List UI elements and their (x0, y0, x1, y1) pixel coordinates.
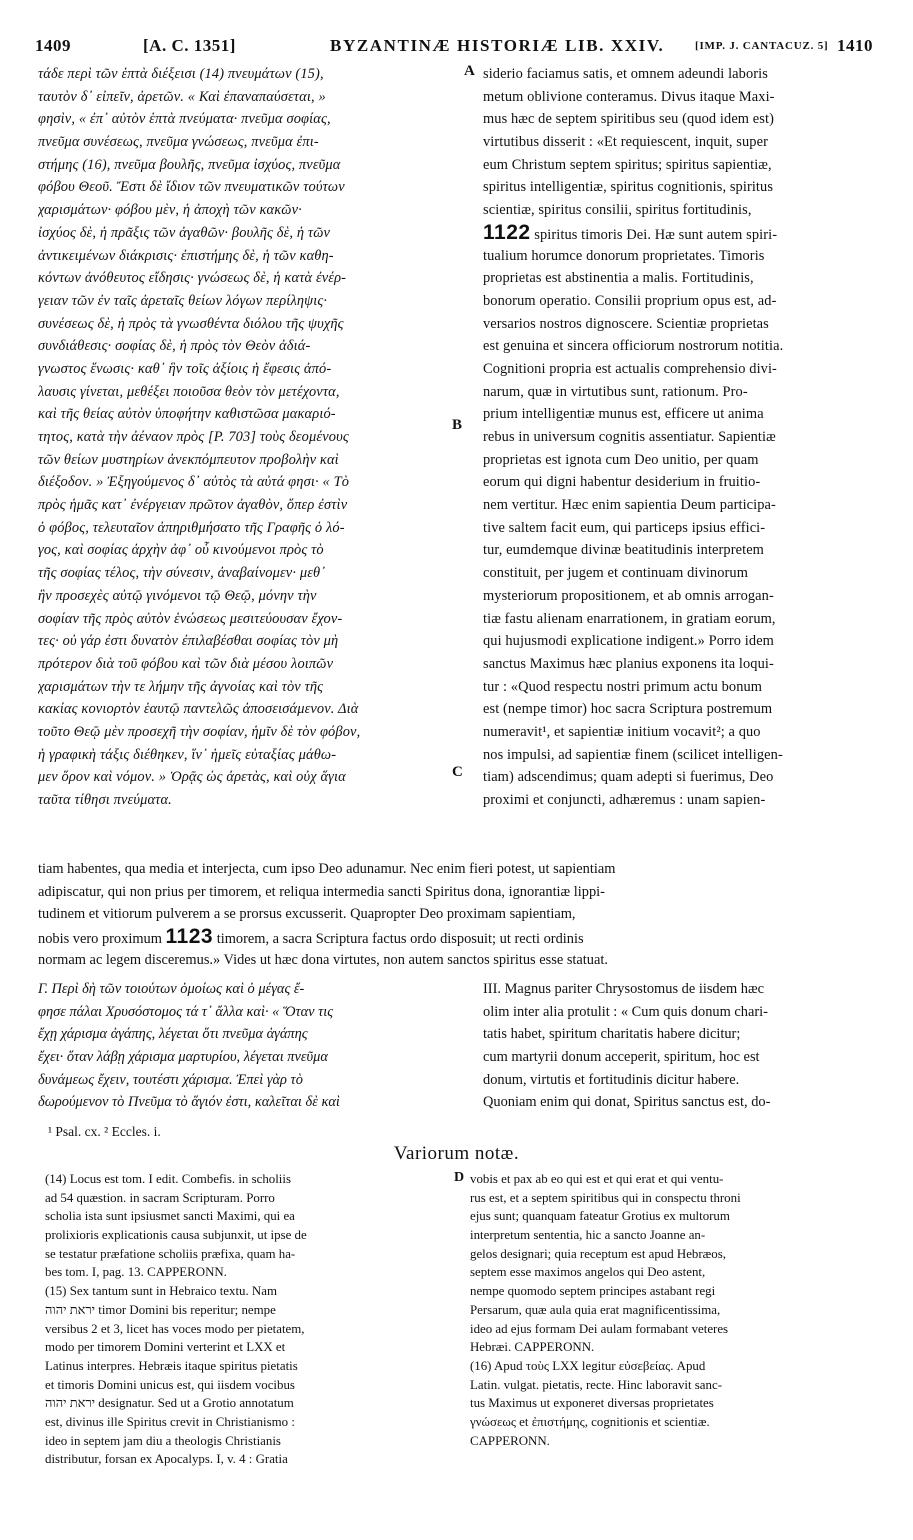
notes-left-column (45, 1170, 450, 1469)
text-line: est (nempe timor) hoc sacra Scriptura postremum (483, 701, 773, 718)
emperor-context: [IMP. J. CANTACUZ. 5] (695, 40, 829, 52)
text-line: χαρισμάτων τὴν τε λήμην τῆς ἀγνοίας καὶ τὸν τῆς (38, 678, 324, 695)
text-line: (16) Apud τοὺς LXX legitur εὐσεβείας. Apud (470, 1358, 706, 1373)
text-line: normam ac legem disceremus.» Vides ut hæc dona virtutes, non autem sanctos spiritus esse statuat. (38, 951, 608, 968)
text-line: tus Maximus ut exponeret diversas proprietates (470, 1396, 714, 1411)
text-line: nempe quomodo septem principes astabant regi (470, 1284, 716, 1299)
text-line: ταυτὸν δ᾽ εἰπεῖν, ἀρετῶν. « Καὶ ἐπαναπαύσεται, » (38, 88, 326, 105)
text-line: καὶ τῆς θείας αὐτὸν ὑποφήτην καθιστῶσα μακαριό- (38, 406, 336, 423)
text-line: numeravit¹, et sapientiæ initium vocavit²; a quo (483, 723, 761, 740)
text-line: δυνάμεως ἔχειν, τουτέστι χάρισμα. Ἐπεὶ γὰρ τὸ (38, 1071, 303, 1088)
text-line: nem vertitur. Hæc enim sapientia Deum participa- (483, 497, 776, 514)
text-line (38, 926, 881, 949)
text-line: interpretum sententia, hic a sancto Joanne an- (470, 1228, 706, 1243)
text-line: tatis habet, spiritum charitatis habere dicitur; (483, 1026, 741, 1043)
text-line: prium intelligentiæ munus est, efficere ut anima (483, 406, 764, 423)
text-line: χαρισμάτων· φόβου μὲν, ἡ ἀποχὴ τῶν κακῶν· (38, 202, 302, 219)
text-line: tiæ fastu alienam enarrationem, in gratiam eorum, (483, 610, 776, 627)
text-line: συνέσεως δὲ, ἡ πρὸς τὰ γνωσθέντα διόλου τῆς ψυχῆς (38, 315, 344, 332)
text-line: bes tom. I, pag. 13. CAPPERONN. (45, 1265, 227, 1280)
text-line: est genuina et sincera officiorum nostrorum notitia. (483, 338, 784, 355)
text-line: ejus sunt; quanquam fateatur Grotius ex multorum (470, 1209, 730, 1224)
text-line: ἰσχύος δὲ, ἡ πρᾶξις τῶν ἀγαθῶν· βουλῆς δὲ, ἡ τῶν (38, 224, 331, 241)
page-number-right: 1410 (837, 36, 873, 55)
text-line: ἀντικειμένων διάκρισις· ἐπιστήμης δὲ, ἡ τῶν καθη- (38, 247, 334, 264)
text-line: γνωστος ἕνωσις· καθ᾽ ἣν τοῖς ἀξίοις ἡ ἔφεσις ἀπό- (38, 360, 332, 377)
text-line: tur, eumdemque divinæ beatitudinis interpretem (483, 542, 764, 559)
text-line-part: spiritus timoris Dei. Hæ sunt autem spiri- (534, 226, 778, 243)
text-line: Latinus interpres. Hebræis itaque spiritus pietatis (45, 1358, 298, 1373)
text-line: (15) Sex tantum sunt in Hebraico textu. Nam (45, 1284, 277, 1299)
text-line: donum, virtutis et fortitudinis dicitur habere. (483, 1071, 740, 1088)
text-line: ταῦτα τίθησι πνεύματα. (38, 792, 172, 808)
text-line-part: nobis vero proximum (38, 931, 162, 948)
margin-letter-c: C (452, 764, 463, 780)
column-number-1123: 1123 (165, 926, 214, 949)
text-line: proprietas est ignota cum Deo unitio, per quam (483, 451, 759, 468)
text-line: modo per timorem Domini verterint et LXX et (45, 1340, 286, 1355)
text-line: mus hæc de septem spiritibus seu (quod idem est) (483, 111, 774, 128)
text-line: est, divinus ille Spiritus crevit in Christianismo : (45, 1414, 295, 1429)
text-line: spiritus intelligentiæ, spiritus cognitionis, spiritus (483, 179, 774, 196)
text-line: στήμης (16), πνεῦμα βουλῆς, πνεῦμα ἰσχύος, πνεῦμα (38, 156, 341, 173)
text-line: septem esse maximos angelos qui Deo astent, (470, 1265, 706, 1280)
year-context: [A. C. 1351] (143, 36, 236, 55)
text-line: tive saltem facit eum, qui particeps ipsius effici- (483, 519, 766, 536)
running-title: BYZANTINÆ HISTORIÆ LIB. XXIV. (330, 36, 665, 55)
text-line: eum Christum septem spiritus; spiritus sapientiæ, (483, 156, 772, 173)
text-line: κόντων ἀνόθευτος εἴδησις· γνώσεως δὲ, ἡ κατὰ ἐνέρ- (38, 270, 347, 287)
text-line: se testatur præfatione scholiis præfixa, quam ha- (45, 1246, 296, 1261)
text-line: eorum qui digni habentur desiderium in fruitio- (483, 474, 761, 491)
text-line: et timoris Domini unicus est, qui iisdem vocibus (45, 1377, 295, 1392)
margin-letter-a: A (464, 63, 475, 79)
text-line: metum oblivione conteramus. Divus itaque Maxi- (483, 88, 775, 105)
text-line: πνεῦμα συνέσεως, πνεῦμα γνώσεως, πνεῦμα ἐπι- (38, 134, 319, 151)
text-line: ἔχῃ χάρισμα ἀγάπης, λέγεται ὅτι πνεῦμα ἀγάπης (38, 1026, 308, 1043)
running-header (35, 36, 873, 60)
text-line: vobis et pax ab eo qui est et qui erat et qui ventu- (470, 1172, 724, 1186)
text-line: Persarum, quæ aula quia erat magnificentissima, (470, 1302, 721, 1317)
text-line: prolixioris explicationis causa subjunxit, ut ipse de (45, 1228, 307, 1243)
text-line: gelos designari; quia receptum est apud Hebræos, (470, 1246, 726, 1261)
text-line-part: timorem, a sacra Scriptura factus ordo disposuit; ut recti ordinis (216, 931, 584, 948)
text-line: CAPPERONN. (470, 1433, 550, 1448)
greek-text-column-2 (38, 978, 461, 1114)
text-line: scholia ista sunt ipsiusmet sancti Maximi, qui ea (45, 1209, 295, 1224)
text-line: τοῦτο Θεῷ μὲν προσεχῆ τὴν σοφίαν, ἡμῖν δὲ τὸν φόβον, (38, 723, 361, 740)
latin-text-column (483, 63, 881, 812)
text-line: συνδιάθεσις· σοφίας δὲ, ἡ πρὸς τὸν Θεὸν ἀδιά- (38, 338, 311, 355)
text-line: qui hujusmodi explicatione indigent.» Porro idem (483, 633, 774, 650)
text-line: rebus in universum cognitis assentiatur. Sapientiæ (483, 429, 776, 445)
text-line: tiam habentes, qua media et interjecta, cum ipso Deo adunamur. Nec enim fieri potest, ut sapientiam (38, 861, 616, 877)
text-line: γνώσεως et ἐπιστήμης, cognitionis et scientiæ. (470, 1414, 710, 1429)
latin-text-column-2 (483, 978, 881, 1114)
text-line: ἡ γραφικὴ τάξις διέθηκεν, ἵν᾽ ἡμεῖς εὐταξίας μάθω- (38, 746, 337, 763)
text-line: Γ. Περὶ δὴ τῶν τοιούτων ὁμοίως καὶ ὁ μέγας ἔ- (38, 981, 305, 997)
text-line: ideo ad ejus formam Dei aulam formabant veteres (470, 1321, 729, 1336)
text-line: γειαν τῶν ἐν ταῖς ἀρεταῖς θείων λόγων περίληψις· (38, 292, 328, 309)
text-line: distributur, forsan ex Apocalyps. I, v. 4 : Gratia (45, 1452, 288, 1467)
text-line: cum martyrii donum acceperit, spiritum, hoc est (483, 1049, 760, 1066)
text-line: ad 54 quæstion. in sacram Scripturam. Porro (45, 1190, 275, 1205)
text-line: Latin. vulgat. pietatis, recte. Hinc laboravit sanc- (470, 1377, 722, 1392)
text-line: ἣν προσεχὲς αὐτῷ γινόμενοι τῷ Θεῷ, μόνην τὴν (38, 587, 317, 604)
text-line: σοφίαν τῆς πρὸς αὐτὸν ἑνώσεως μεσιτεύουσαν ἔχον- (38, 610, 343, 627)
text-line: siderio faciamus satis, et omnem adeundi laboris (483, 66, 768, 82)
text-line: יראת יהוה timor Domini bis reperitur; nempe (45, 1302, 276, 1317)
text-line: πρὸς ἡμᾶς κατ᾽ ἐνέργειαν πρῶτον ἀγαθὸν, ὅπερ ἐστὶν (38, 497, 348, 514)
greek-text-column (38, 63, 461, 812)
text-line: τάδε περὶ τῶν ἑπτὰ διέξεισι (14) πνευμάτων (15), (38, 66, 324, 82)
text-line: πρότερον διὰ τοῦ φόβου καὶ τῶν διὰ μέσου λοιπῶν (38, 655, 334, 672)
text-line: scientiæ, spiritus consilii, spiritus fortitudinis, (483, 202, 752, 219)
text-line: versibus 2 et 3, licet has voces modo per pietatem, (45, 1321, 305, 1336)
notes-right-column (470, 1170, 880, 1450)
text-line: τῶν θείων μυστηρίων ἀνεκπόμπευτον προβολὴν καὶ (38, 451, 339, 468)
text-line: τητος, κατὰ τὴν ἀέναον πρὸς [P. 703] τοὺς δεομένους (38, 429, 349, 445)
text-line: φησὶν, « ἐπ᾽ αὐτὸν ἑπτὰ πνεύματα· πνεῦμα σοφίας, (38, 111, 331, 128)
text-line: versarios nostros dignoscere. Scientiæ proprietas (483, 315, 769, 332)
text-line: tiam) adscendimus; quam adepti si fuerimus, Deo (483, 769, 774, 786)
notes-heading: Variorum notæ. (393, 1143, 520, 1164)
text-line: Quoniam enim qui donat, Spiritus sanctus est, do- (483, 1094, 771, 1111)
text-line: virtutibus disserit : «Et requiescent, inquit, super (483, 134, 768, 151)
text-line: יראת יהוה designatur. Sed ut a Grotio annotatum (45, 1396, 294, 1411)
text-line: φησε πάλαι Χρυσόστομος τά τ᾽ ἄλλα καὶ· « Ὅταν τις (38, 1003, 334, 1020)
text-line: nos impulsi, ad sapientiæ finem (scilicet intelligen- (483, 746, 783, 763)
text-line: tur : «Quod respectu nostri primum actu bonum (483, 678, 763, 695)
text-line: ideo in septem jam diu a theologis Christianis (45, 1433, 281, 1448)
text-line: constituit, per jugem et continuam divinorum (483, 565, 748, 582)
text-line: ὁ φόβος, τελευταῖον ἀπηριθμήσατο τῆς Γραφῆς ὁ λό- (38, 519, 345, 536)
page-number-left: 1409 (35, 36, 71, 55)
text-line: κακίας κονιορτὸν ἑαυτῷ παντελῶς ἀποσεισάμενον. Διὰ (38, 701, 359, 718)
text-line: mysteriorum propositionem, et ab omnis arrogan- (483, 587, 774, 604)
text-line: rus est, et a septem spiritibus qui in conspectu throni (470, 1190, 741, 1205)
text-line: διέξοδον. » Ἐξηγούμενος δ᾽ αὐτὸς τὰ αὐτά φησι· « Τὸ (38, 474, 350, 491)
margin-letter-d: D (454, 1170, 465, 1185)
text-line: olim inter alia protulit : « Cum quis donum chari- (483, 1003, 768, 1020)
text-line: Cognitioni propria est actualis comprehensio divi- (483, 360, 777, 377)
text-line: γος, καὶ σοφίας ἀρχὴν ἀφ᾽ οὗ κινούμενοι πρὸς τὸ (38, 542, 324, 559)
full-width-text (38, 858, 881, 971)
text-line: bonorum operatio. Consilii proprium opus est, ad- (483, 292, 777, 309)
text-line: proprietas est abstinentia a malis. Fortitudinis, (483, 270, 754, 287)
footnote-references: ¹ Psal. cx. ² Eccles. i. (48, 1124, 161, 1139)
text-line: adipiscatur, qui non prius per timorem, et reliqua intermedia sancti Spiritus dona, ignorantiæ lippi- (38, 883, 605, 900)
text-line (483, 222, 881, 245)
text-line: φόβου Θεοῦ. Ἔστι δὲ ἴδιον τῶν πνευματικῶν τούτων (38, 179, 345, 196)
text-line: III. Magnus pariter Chrysostomus de iisdem hæc (483, 981, 764, 997)
text-line: Hebræi. CAPPERONN. (470, 1340, 595, 1355)
text-line: τες· οὐ γάρ ἐστι δυνατὸν ἐπιλαβέσθαι σοφίας τὸν μὴ (38, 633, 339, 650)
text-line: λαυσις γίνεται, μεθέξει ποιοῦσα θεὸν τὸν μετέχοντα, (38, 383, 340, 400)
text-line: δωρούμενον τὸ Πνεῦμα τὸ ἅγιόν ἐστι, καλεῖται δὲ καὶ (38, 1094, 340, 1111)
text-line: tualium horumce donorum proprietates. Timoris (483, 247, 765, 264)
column-number-1122: 1122 (483, 221, 531, 244)
text-line: τῆς σοφίας τέλος, τὴν σύνεσιν, ἀναβαίνομεν· μεθ᾽ (38, 565, 326, 582)
text-line: ἔχει· ὅταν λάβῃ χάρισμα μαρτυρίου, λέγεται πνεῦμα (38, 1049, 328, 1066)
text-line: sanctus Maximus hæc planius exponens ita loqui- (483, 655, 774, 672)
text-line: (14) Locus est tom. I edit. Combefis. in scholiis (45, 1172, 291, 1186)
text-line: μεν ὅρον καὶ νόμον. » Ὁρᾷς ὡς ἀρετὰς, καὶ οὐχ ἅγια (38, 769, 346, 786)
text-line: proximi et conjuncti, adhæremus : unam sapien- (483, 792, 766, 808)
text-line: narum, quæ in virtutibus sunt, rationum. Pro- (483, 383, 748, 400)
text-line: tudinem et vitiorum pulverem a se prorsus excusserit. Quapropter Deo proximam sapientiam, (38, 906, 576, 923)
margin-letter-b: B (452, 417, 463, 433)
